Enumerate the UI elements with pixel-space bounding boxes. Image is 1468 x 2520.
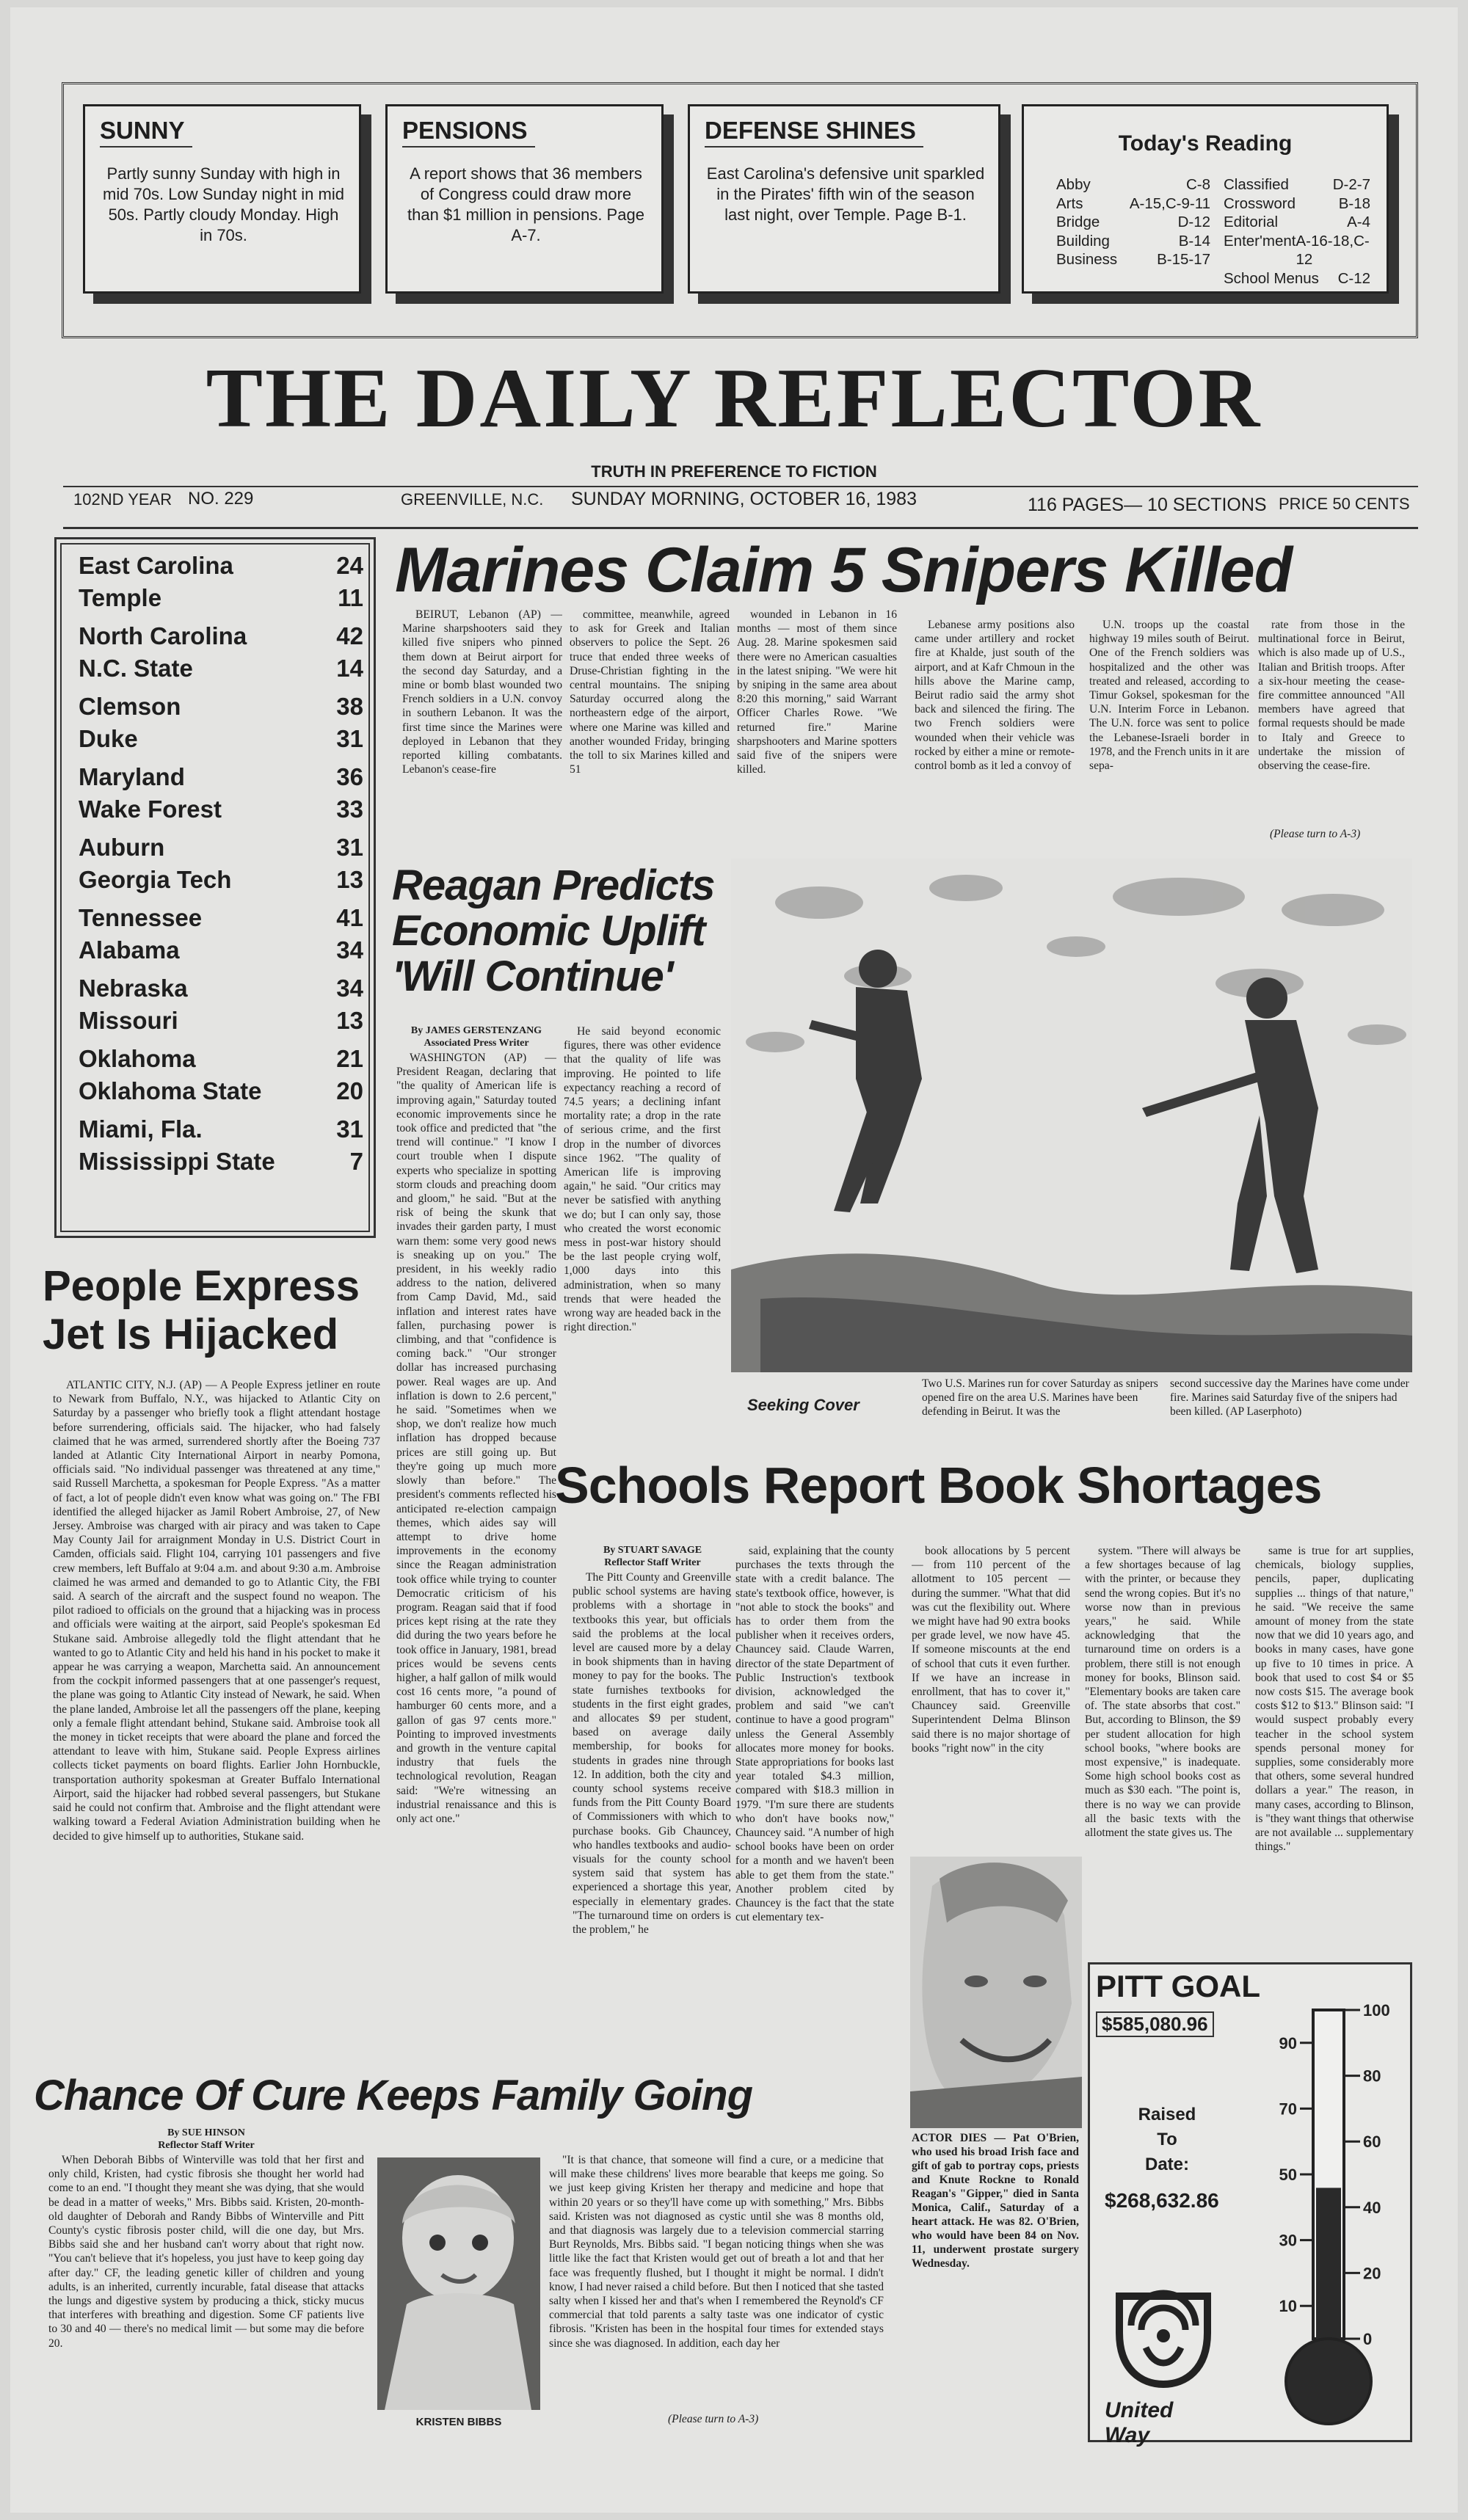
marines-col-2: committee, meanwhile, agreed to ask for Greek and Italian observers to police the Sept. 26 truce that ended three weeks of Druse-Christian fighting in the central mountains. The sniping Saturday occurred along the northeastern edge of the airport, where one Marine was killed and another wounded Friday, bringing the toll to six Marines killed and 51 [570,608,730,776]
masthead-year: 102ND YEAR [73,490,172,509]
obrien-portrait [910,1857,1082,2128]
team-score: 7 [349,1148,363,1175]
pitt-goal-amount: $585,080.96 [1096,2011,1214,2037]
team-score: 31 [336,834,363,861]
masthead-city: GREENVILLE, N.C. [401,490,544,509]
united-way-logo [1105,2282,1222,2447]
score-game [79,550,363,614]
schools-col-1: The Pitt County and Greenville public school systems are having problems with a shortage in textbooks this year, but officials said the problems at the local level are caused more by a delay in book shipments than in having money to pay for the books. The state furnishes textbooks for students in the first eight grades, and allocates $9 per student, based on average daily membership, for books for students in grades nine through 12. In addition, both the city and county school systems receive funds from the Pitt County Board of Commissioners with which to purchase books. Gib Chauncey, who handles textbooks and audio-visuals for the county school system said that system has experienced a shortage this year, especially in elementary grades. "The turnaround time on orders is the problem," he [573,1571,731,1937]
team-score: 41 [336,904,363,931]
reading-index-row[interactable] [1056,194,1210,214]
reading-index-row[interactable] [1224,213,1370,232]
schools-col-2: said, explaining that the county purchases the texts through the state with a credit balance. The state's textbook office, however, is "not able to stock the books" and has to order them from the publisher when it receives orders, Chauncey said. Claude Warren, director of the state Department of Public Instruction's textbook division, acknowledged the problem and said "we can't continue to have a good program" unless the General Assembly allocates more money for books. State appropriations for books last year totaled $4.3 million, compared with $18.3 million in 1979. "I'm sure there are students who don't have books now," Chauncey said. "A number of high school books have been on order for a month and we haven't been able to get them from the state." Another problem cited by Chauncey is the fact that the state cut elementary tex- [735,1545,894,1924]
masthead-rule-top [63,486,1418,487]
team-name: Oklahoma State [79,1077,262,1104]
reading-index-row[interactable] [1224,175,1370,194]
cure-col-1: When Deborah Bibbs of Winterville was told that her first and only child, Kristen, had cystic fibrosis she thought her world had come to an end. "I thought they meant she was dying, that she would be dead in a matter of weeks," Mrs. Bibbs said. Kristen, 20-month-old daughter of Deborah and Randy Bibbs of Winterville and Pitt County's cystic fibrosis poster child, will die one day, but Mrs. Bibbs said she and her husband can't worry about that right now. "You can't believe that it's hopeless, you just have to keep going day after day." CF, the leading genetic killer of children and young adults, is an inherited, currently incurable, fatal disease that attacks the lungs and digestive system by producing a thick, sticky mucus that interferes with breathing and digestion. Some CF patients live to 30 and 40 — there's no medical limit — but some may die before 20. [48,2154,364,2350]
reading-page-ref: D-12 [1177,214,1210,230]
score-game [79,831,363,896]
schools-col-5: same is true for art supplies, chemicals, biology supplies, pencils, paper, duplicating supplies ... things of that nature," he said. "We receive the same amount of money from the state now that we did 10 years ago, and books in many cases, have gone up five to 10 times in price. A book that used to cost $4 or $5 now costs $15. The average book costs $12 to $13." Blinson said: "I would suspect probably every teacher in the school system spends personal money for supplies, some considerably more that others, some several hundred dollars a year." The reason, in many cases, according to Blinson, is "they want things that otherwise are not available ... supplementary things." [1255,1545,1414,1854]
masthead-date: SUNDAY MORNING, OCTOBER 16, 1983 [571,489,917,509]
score-game [79,1113,363,1178]
schools-col-4: system. "There will always be a few shortages because of lag with the printer, or because they send the wrong copies. But it's no worse now than in previous years," he said. While acknowledging that the turnaround time on orders is a problem, there still is not enough money for books, Blinson said. "Elementary books are taken care of. The state absorbs that cost." But, according to Blinson, the $9 per student allocation for high school books, "where books are most expensive," is inadequate. Some high school books cost as much as $30 each. "The point is, there is no way we can provide all the basic texts with the allotment the state gives us. The [1085,1545,1240,1840]
team-score: 14 [336,655,363,682]
scale-label-right: 100 [1363,2001,1390,2020]
score-line [79,1075,363,1107]
people-express-headline [43,1262,360,1359]
score-game [79,1043,363,1107]
reading-index-left [1056,175,1210,269]
reading-section-name: Enter'ment [1224,232,1296,250]
scale-label-left: 30 [1279,2231,1297,2250]
score-line [79,652,363,685]
pitt-goal-thermometer [1262,1994,1409,2434]
reading-page-ref: A-16-18,C-12 [1296,232,1370,268]
reading-index-right [1224,175,1370,288]
raised-label-line: Date: [1144,2155,1189,2174]
team-score: 13 [336,866,363,893]
kristen-bibbs-photo [377,2157,540,2410]
team-name: Miami, Fla. [79,1115,203,1143]
byline-name: By SUE HINSON [167,2127,245,2138]
schools-byline [573,1544,733,1569]
scale-label-left: 10 [1279,2297,1297,2316]
reading-index-row[interactable] [1056,175,1210,194]
scoreboard-box [54,537,376,1238]
score-line [79,902,363,934]
marines-photo [731,859,1412,1372]
team-score: 38 [336,693,363,720]
reagan-headline [392,863,715,999]
pitt-goal-box [1088,1962,1412,2447]
reading-index-row[interactable] [1056,232,1210,251]
team-score: 34 [336,975,363,1002]
masthead-pages: 116 PAGES— 10 SECTIONS [1028,495,1267,515]
marines-col-6: rate from those in the multinational force in Beirut, which is also made up of U.S., Italian and British troops. After a six-hour meeting the cease-fire committee announced "All members have agreed that formal requests should be made to Italy and Greece to undertake the mission of observing the cease-fire. [1258,619,1405,773]
score-line [79,1043,363,1075]
raised-label-line: Raised [1138,2105,1196,2124]
reagan-headline-line: Reagan Predicts [392,862,715,909]
reading-section-name: Editorial [1224,214,1279,230]
score-game [79,691,363,755]
teaser-label: SUNNY [100,117,192,148]
team-name: East Carolina [79,552,233,579]
kristen-portrait [377,2157,540,2410]
reagan-col-1: WASHINGTON (AP) — President Reagan, declaring that "the quality of American life is improving again," Saturday touted economic improvements since he took office and predicted that "the trend will continue." "I know I court trouble when I dispute experts who specialize in spotting storm clouds and preaching doom and gloom," he said. "But at the risk of being the skunk that invades their garden party, I must warn them: some very good news is sneaking up on you." The president, in his weekly radio address to the nation, delivered from Camp David, Md., said inflation and interest rates have fallen, purchasing power is climbing, and that "confidence is coming back." "Our stronger dollar has increased purchasing power. Real wages are up. And inflation is down to 2.6 percent," he said. "Sometimes when we shop, we don't realize how much inflation has dropped because prices are still going up. But they're going up much more slowly than before." The president's comments reflected his anticipated re-election campaign themes, which aides say will attempt to drive home improvements in the economy since the Reagan administration took office while trying to counter Democratic criticism of his program. Reagan said that if food prices kept rising at the rate they did during the two years before he took office in January, 1981, bread prices would be sevens cents higher, a half gallon of milk would cost 16 cents more, "a pound of hamburger 60 cents more, and a gallon of gas 97 cents more." Pointing to improved investments and growth in the venture capital industry that fuels the technological revolution, Reagan said: "We're witnessing an industrial renaissance and this is only act one." [396,1052,556,1825]
reading-section-name: Bridge [1056,214,1100,230]
team-name: Mississippi State [79,1148,275,1175]
score-game [79,761,363,826]
team-score: 42 [336,622,363,649]
team-name: North Carolina [79,622,247,649]
masthead-rule-bottom [63,527,1418,529]
photo-label: Seeking Cover [747,1396,860,1414]
reading-page-ref: B-15-17 [1157,251,1210,268]
marines-col-4: Lebanese army positions also came under artillery and rocket fire at Khalde, just south of the airport, and at Kafr Chmoun in the hills above the Marine camp, Beirut radio said the army shot back and silenced the firing. The two French soldiers were wounded when their vehicle was rocked by either a mine or remote-control bomb as it led a convoy of [915,619,1075,773]
united-way-icon [1105,2282,1222,2392]
byline-title: Reflector Staff Writer [158,2140,255,2151]
reading-page-ref: B-14 [1178,232,1210,250]
schools-col-3: book allocations by 5 percent — from 110 percent of the allotment to 105 percent — during the summer. "What that did was cut the flexibility out. Where we might have had 90 extra books per grade level, we now have 45. If someone miscounts at the end of school that cuts it even further. If we have an increase in enrollment, that has to cover it," Chauncey said. Greenville Superintendent Delma Blinson said there is no major shortage of books "right now" in the city [912,1545,1070,1755]
team-name: Nebraska [79,975,188,1002]
team-score: 33 [336,795,363,823]
score-line [79,972,363,1005]
reading-page-ref: A-4 [1347,214,1370,230]
masthead-motto: TRUTH IN PREFERENCE TO FICTION [591,462,877,481]
united-way-text: United Way [1105,2398,1174,2447]
marines-photo-image [731,859,1412,1372]
reading-page-ref: B-18 [1338,194,1370,212]
score-line [79,1146,363,1178]
scale-label-left: 50 [1279,2166,1297,2184]
reading-index-row[interactable] [1224,194,1370,214]
thermometer-bulb [1286,2339,1371,2424]
score-line [79,723,363,755]
team-name: Temple [79,584,162,611]
byline-name: By JAMES GERSTENZANG [410,1025,542,1036]
team-name: Duke [79,725,138,752]
reading-index-row[interactable] [1056,213,1210,232]
team-score: 34 [336,936,363,964]
score-line [79,934,363,966]
teaser-box-defense[interactable] [688,104,1000,294]
cure-headline: Chance Of Cure Keeps Family Going [34,2072,752,2119]
todays-reading-box [1022,104,1389,294]
photo-caption-b: second successive day the Marines have come under fire. Marines said Saturday five of the snipers had been killed. (AP Laserphoto) [1170,1377,1409,1418]
scale-label-right: 60 [1363,2133,1381,2152]
team-name: Maryland [79,763,185,790]
score-line [79,761,363,793]
obrien-photo [910,1857,1082,2128]
scale-label-left: 70 [1279,2100,1297,2119]
reading-page-ref: C-12 [1337,269,1370,287]
score-line [79,793,363,826]
scale-label-right: 20 [1363,2264,1381,2283]
team-name: Georgia Tech [79,866,232,893]
team-name: N.C. State [79,655,193,682]
cure-jump-line[interactable]: (Please turn to A-3) [668,2413,759,2425]
team-name: Missouri [79,1007,178,1034]
reading-index-row[interactable] [1056,250,1210,269]
reading-index-row[interactable] [1224,232,1370,269]
raised-label-line: To [1157,2130,1177,2149]
teaser-text: Partly sunny Sunday with high in mid 70s. Low Sunday night in mid 50s. Partly cloudy Monday. High in 70s. [103,164,344,244]
team-score: 31 [336,1115,363,1143]
team-score: 36 [336,763,363,790]
reading-page-ref: D-2-7 [1332,176,1370,193]
team-name: Alabama [79,936,180,964]
todays-reading-title: Today's Reading [1118,131,1293,156]
reading-section-name: Building [1056,232,1110,250]
team-name: Auburn [79,834,165,861]
reading-section-name: Arts [1056,194,1083,212]
score-line [79,620,363,652]
scale-label-left: 90 [1279,2033,1297,2053]
score-line [79,691,363,723]
reading-page-ref: C-8 [1185,176,1210,193]
reading-section-name: Business [1056,251,1118,268]
scale-label-right: 40 [1363,2198,1381,2217]
people-express-body: ATLANTIC CITY, N.J. (AP) — A People Express jetliner en route to Newark from Buffalo, N.Y., was hijacked to Atlantic City on Saturday by a passenger who briefly took a flight attendant hostage before surrendering, officials said. The hijacker, who had falsely claimed that he was armed, surrendered shortly after the Boeing 737 landed at Atlantic City International Airport in nearby Pomona, officials said. "No individual passenger was threatened at any time," said Russell Marchetta, a spokesman for People Express. "As a matter of fact, a lot of people didn't even know what was going on." The FBI identified the alleged hijacker as Jamil Robert Ambroise, 27, of New Jersey. Ambroise was charged with air piracy and was taken to Cape May County Jail for arraignment Monday in U.S. District Court in Camden, officials said. Flight 104, carrying 101 passengers and five crew members, left Buffalo at 9:04 a.m. and about 9:30 a.m. Ambroise claimed he was armed and demanded to go to Atlantic City, the FBI said. A search of the aircraft and the suspect found no weapon. The pilot radioed to officials on the ground that a hijacking was in process and officials were waiting at the airport, said People's spokesman Ed Stukane said. Ambroise allegedly told the flight attendant that he wanted to go to Atlantic City and held his hand in his pocket to make it appear he was carrying a weapon, Marchetta said. An announcement from the cockpit informed passengers that at one passenger's request, the plane was going to Atlantic City instead of Newark, he said. When the plane landed, Ambroise let all the passengers off the plane, keeping only a female flight attendant behind, Stukane said. Ambroise took all the money in ticket receipts that were aboard the plane and forced the attendant to leave with him, Stukane said. People Express airlines collects ticket payments on board flights. Earlier John Hornbuckle, transportation authority spokesman at Greater Buffalo International Airport, said the hijacker had robbed several passengers, but Stukane said he could not confirm that. Ambroise and the flight attendant were walking toward a Federal Aviation Administration building when he decided to give himself up to authorities, Stukane said. [53,1379,380,1843]
masthead-nameplate: THE DAILY REFLECTOR [206,352,1262,445]
team-score: 21 [336,1045,363,1072]
marines-col-3: wounded in Lebanon in 16 months — most of them since Aug. 28. Marine spokesmen said there were no American casualties in the latest sniping. "We were hit by sniping in the same area about 8:20 this morning," said Warrant Officer Charles Rowe. "We returned fire." Marine sharpshooters and Marine spotters said five of the snipers were killed. [737,608,897,776]
teaser-label: DEFENSE SHINES [705,117,923,148]
reading-section-name: Abby [1056,176,1091,193]
score-game [79,620,363,685]
score-line [79,1005,363,1037]
team-score: 20 [336,1077,363,1104]
score-line [79,1113,363,1146]
raised-label [1112,2102,1222,2177]
score-line [79,550,363,582]
teaser-box-weather[interactable] [83,104,361,294]
score-line [79,582,363,614]
headline-line: People Express [43,1262,360,1310]
reagan-byline [396,1024,556,1049]
reading-section-name: Classified [1224,176,1289,193]
obituary-caption: ACTOR DIES — Pat O'Brien, who used his broad Irish face and gift of gab to portray cops, priests and Knute Rockne to Ronald Reagan's "Gipper," died in Santa Monica, Calif., Saturday of a heart attack. He was 82. O'Brien, who would have been 84 on Nov. 11, underwent prostate surgery Wednesday. [912,2132,1079,2270]
marines-jump-line[interactable]: (Please turn to A-3) [1270,828,1361,840]
marines-col-1: BEIRUT, Lebanon (AP) — Marine sharpshooters said they killed five snipers who pinned them down at Beirut airport for the second day Saturday, and a mine or bomb blast wounded two French soldiers in a U.N. convoy in southern Lebanon. It was the first time since the Marines were deployed in Lebanon that they reported killing combatants. Lebanon's cease-fire [402,608,562,776]
kristen-photo-caption: KRISTEN BIBBS [415,2416,502,2428]
cure-col-2: "It is that chance, that someone will find a cure, or a medicine that will make these childrens' lives more bearable that keeps me going. So we just keep giving Kristen her therapy and medicine and hope that within 20 years or so they'll have come up with something," Mrs. Bibbs said. Kristen was not diagnosed as cystic until she was 8 months old, and that diagnosis was largely due to a television commercial starring Burt Reynolds, Mrs. Bibbs said. "I began noticing things when she was little like the fact that Kristen would get out of breath a lot and that her face was frequently flushed, but I thought it might be normal. I didn't know, I had never raised a child before. But then I noticed that she tasted salty when I kissed her and that's when I remembered the Reynold's CF commercial that told parents a salty taste was one indicator of cystic fibrosis. "Kristen has been in the hospital four times for extended stays since she was diagnosed. In addition, each day her [549,2154,884,2350]
cure-byline [48,2127,364,2152]
team-score: 31 [336,725,363,752]
reading-page-ref: A-15,C-9-11 [1129,194,1210,212]
reagan-headline-line: 'Will Continue' [392,953,673,1000]
teaser-label: PENSIONS [402,117,535,148]
photo-caption-a: Two U.S. Marines run for cover Saturday as snipers opened fire on the area U.S. Marines have been defending in Beirut. It was the [922,1377,1158,1418]
byline-title: Associated Press Writer [424,1038,529,1049]
headline-line: Jet Is Hijacked [43,1311,338,1358]
score-line [79,831,363,864]
byline-name: By STUART SAVAGE [603,1545,702,1556]
score-game [79,972,363,1037]
scale-label-right: 0 [1363,2330,1373,2348]
pitt-goal-title: PITT GOAL [1096,1969,1260,2003]
team-name: Clemson [79,693,181,720]
byline-title: Reflector Staff Writer [604,1557,701,1568]
teaser-text: East Carolina's defensive unit sparkled in the Pirates' fifth win of the season last night, over Temple. Page B-1. [706,164,985,224]
marines-col-5: U.N. troops up the coastal highway 19 miles south of Beirut. One of the French soldiers was hospitalized and the other was treated and released, according to Timur Goksel, spokesman for the U.N. Interim Force in Lebanon. The U.N. force was sent to police the Lebanese-Israeli border in 1978, and the French units in it are sepa- [1089,619,1249,773]
schools-headline: Schools Report Book Shortages [555,1457,1322,1514]
team-name: Wake Forest [79,795,222,823]
scale-label-right: 80 [1363,2066,1381,2086]
team-name: Tennessee [79,904,203,931]
raised-amount: $268,632.86 [1105,2189,1219,2212]
masthead-number: NO. 229 [188,489,254,509]
reading-index-row[interactable] [1224,269,1370,288]
reading-section-name: School Menus [1224,269,1319,287]
score-game [79,902,363,966]
reagan-headline-line: Economic Uplift [392,907,705,955]
marines-headline: Marines Claim 5 Snipers Killed [395,535,1293,605]
teaser-text: A report shows that 36 members of Congress could draw more than $1 million in pensions. Page A-7. [407,164,644,244]
score-line [79,864,363,896]
team-score: 24 [336,552,363,579]
masthead-price: PRICE 50 CENTS [1279,495,1410,513]
reagan-col-2: He said beyond economic figures, there was other evidence that the quality of life was improving. He pointed to life expectancy reaching a record of 74.5 years; a declining infant mortality rate; a drop in the rate of serious crime, and the first drop in the number of divorces since 1962. "The quality of American life is improving again," he said. "Our critics may never be satisfied with anything we do; but I can only say, those who created the worst economic mess in post-war history should be the last people crying wolf, 1,000 days into this administration, when so many trends that were headed the wrong way are headed back in the right direction." [564,1025,721,1334]
teaser-box-pensions[interactable] [385,104,664,294]
team-score: 11 [338,584,363,611]
reading-section-name: Crossword [1224,194,1296,212]
team-name: Oklahoma [79,1045,196,1072]
team-score: 13 [336,1007,363,1034]
